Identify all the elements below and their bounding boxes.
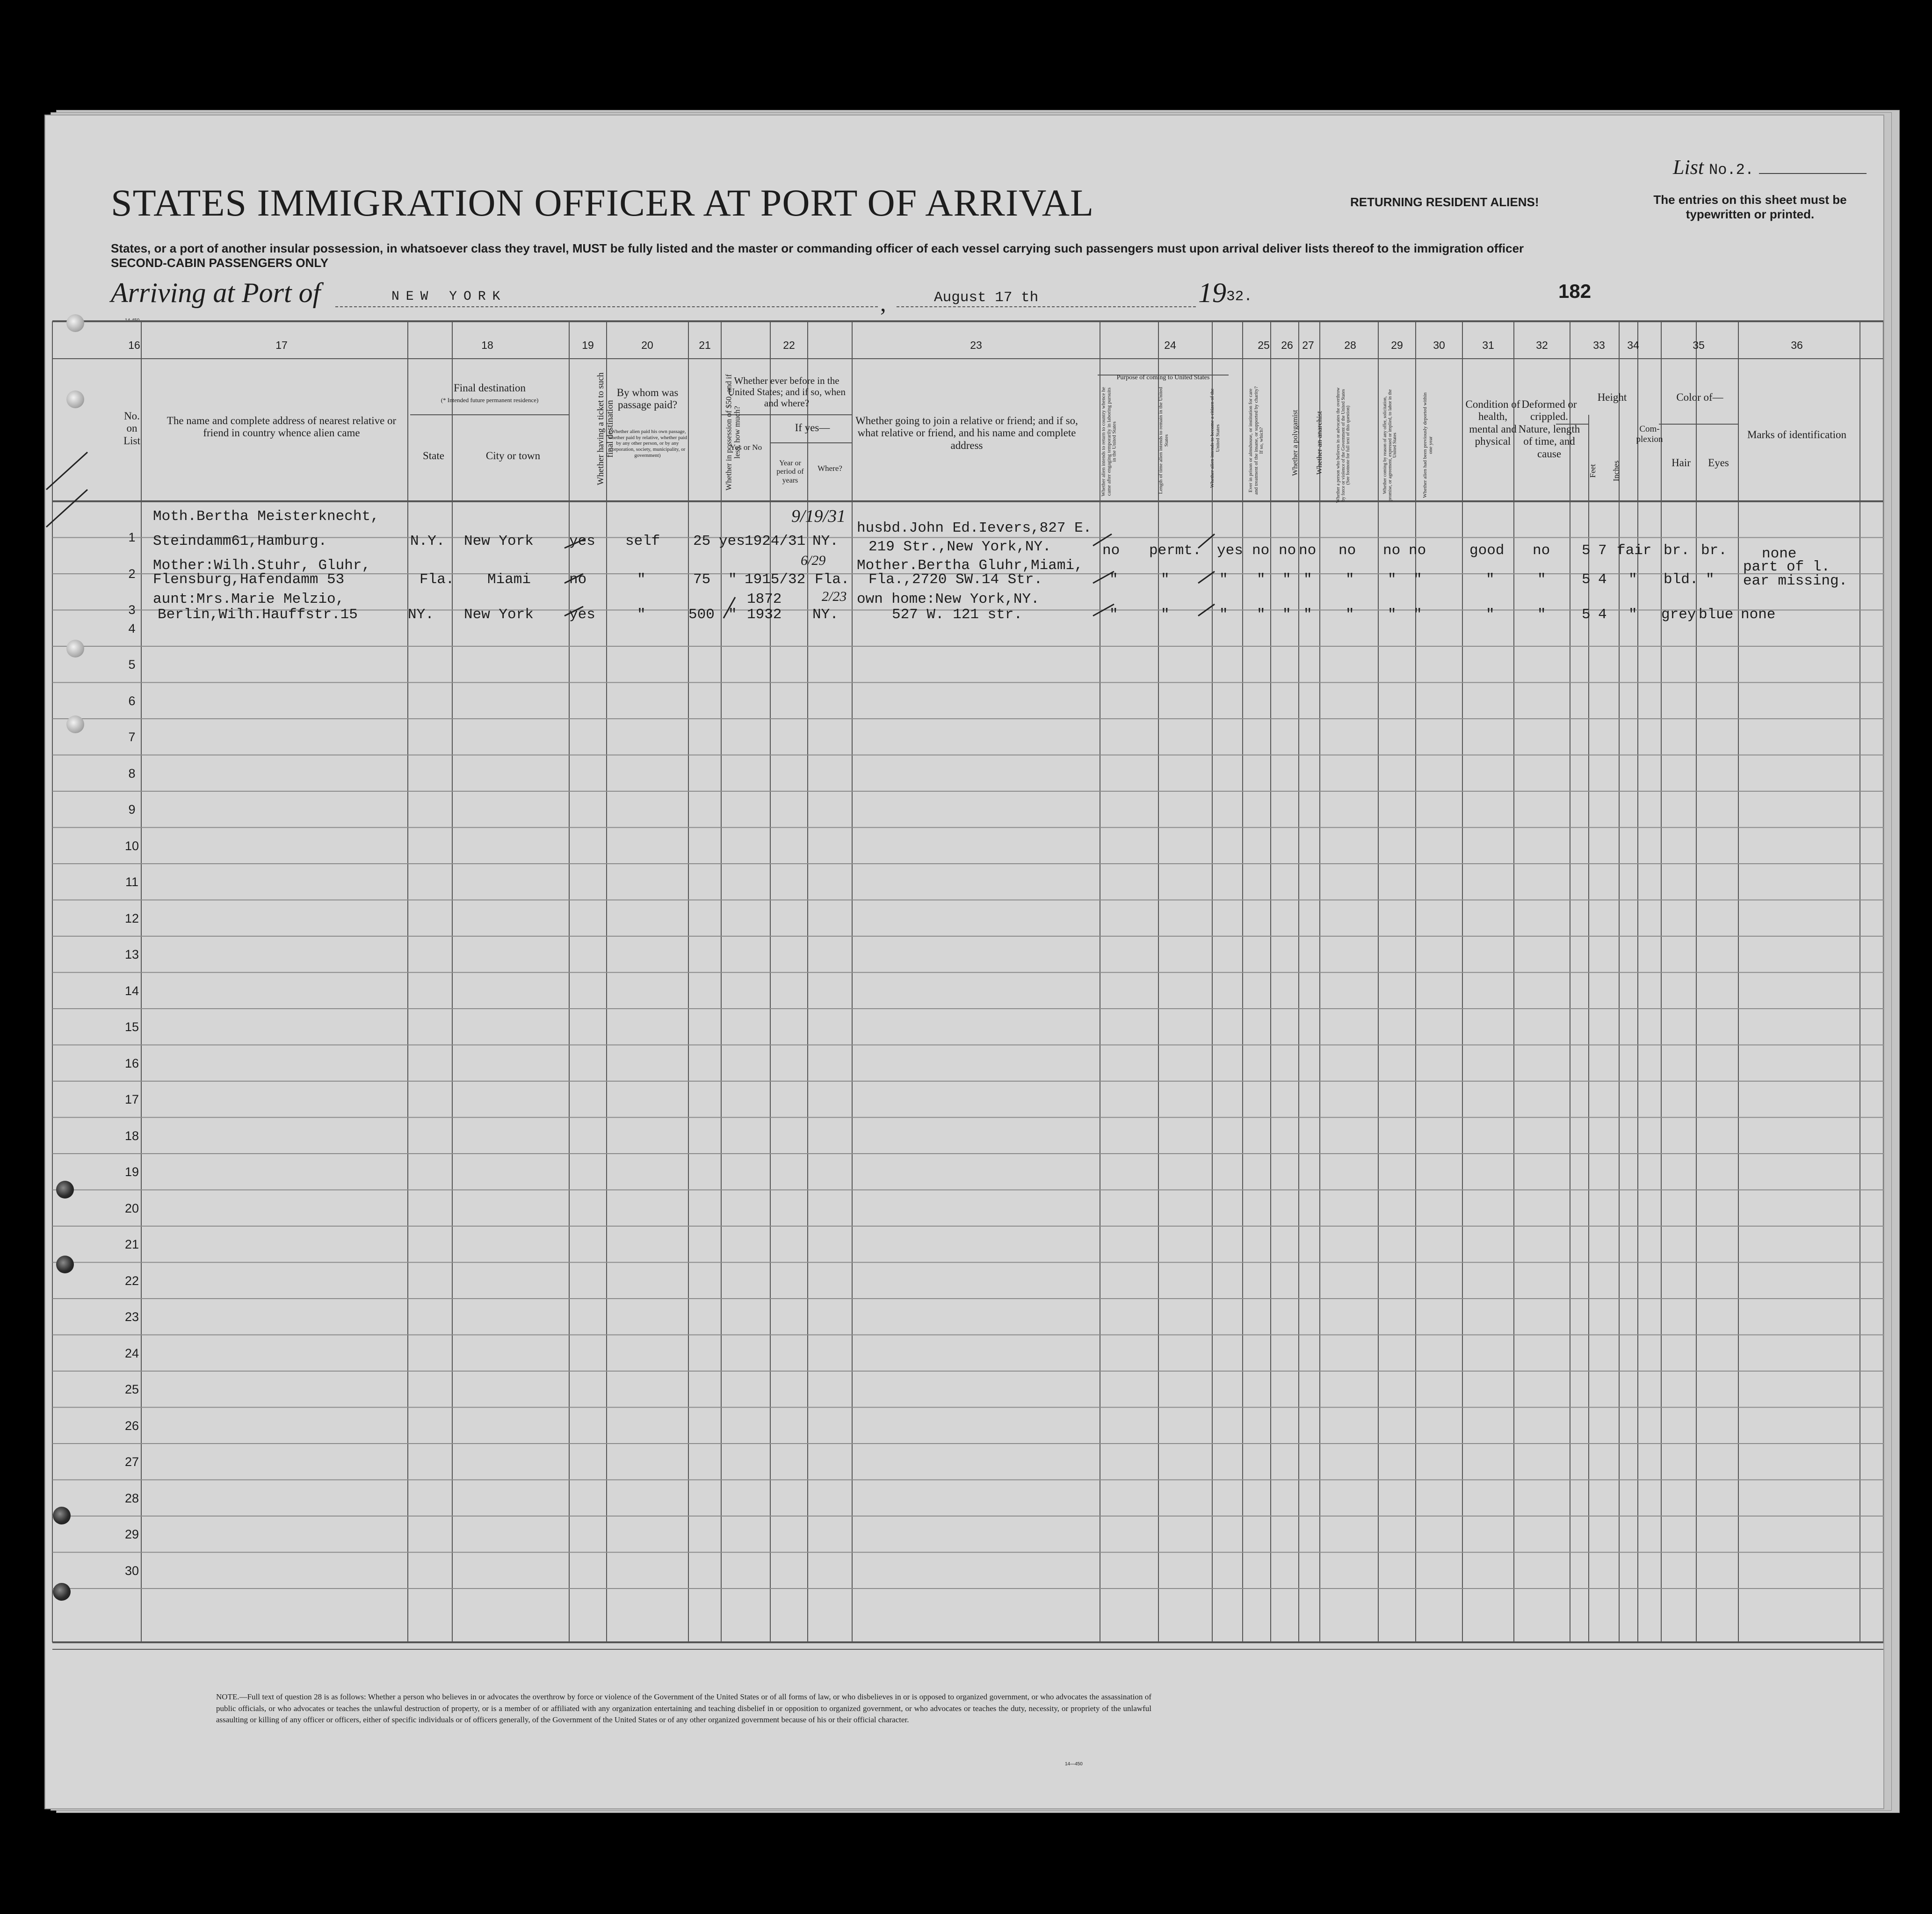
been-before: yes (719, 533, 745, 549)
complexion: fair (1617, 542, 1652, 559)
column-number: 18 (481, 339, 493, 351)
row-number: 18 (124, 1128, 139, 1143)
state: NY. (408, 607, 434, 623)
row-number: 8 (128, 766, 136, 780)
heading-marks: Marks of identification (1747, 429, 1847, 441)
purpose-length: " (1161, 571, 1170, 588)
column-number: 30 (1433, 339, 1445, 351)
cabin-class: SECOND-CABIN PASSENGERS ONLY (111, 256, 329, 270)
row-number: 1 (128, 530, 136, 544)
column-number: 36 (1791, 339, 1803, 351)
anarchist: " (1303, 571, 1312, 588)
purpose-return: " (1109, 607, 1118, 623)
heading-nearest-relative: The name and complete address of nearest relative or friend in country whence alien came (166, 415, 397, 439)
relative-line-1: aunt:Mrs.Marie Melzio, (153, 591, 345, 607)
hair: bld. (1664, 571, 1699, 588)
q30: no (1409, 542, 1426, 559)
heading-before: Whether ever before in the United States; and if so, when and where? (728, 375, 846, 409)
heading-q29: Whether coming by reason of any offer, solicitation, promise, or agreement, expressed or implied, to labor in the United States (1382, 389, 1397, 501)
column-number: 29 (1391, 339, 1403, 351)
heading-height: Height (1597, 391, 1627, 403)
column-number: 23 (970, 339, 982, 351)
row-number: 14 (124, 983, 139, 998)
height-inches: 7 (1598, 542, 1607, 559)
row-number: 6 (128, 693, 136, 708)
q29: " (1388, 571, 1397, 588)
heading-passage: By whom was passage paid? (616, 387, 679, 411)
year-suffix: 32. (1226, 289, 1252, 305)
binder-hole (53, 1583, 71, 1601)
heading-color-of: Color of— (1676, 391, 1723, 403)
row-number: 3 (128, 603, 136, 617)
column-number: 19 (582, 339, 594, 351)
heading-purpose-return: Whether alien intends to return to country whence he came after engaging temporarily in laboring pursuits in the United States (1100, 387, 1117, 497)
row-number: 29 (124, 1527, 139, 1541)
deformed: " (1537, 571, 1546, 588)
city: New York (464, 533, 534, 549)
row-number: 7 (128, 730, 136, 744)
year-period: 1924/31 (745, 533, 806, 549)
heading-hair: Hair (1672, 457, 1691, 469)
handwritten-date: 9/19/31 (791, 506, 846, 526)
city: New York (464, 607, 534, 623)
heading-complexion: Com- plexion (1636, 424, 1663, 444)
column-number: 26 (1281, 339, 1293, 351)
comma: , (880, 290, 886, 316)
city: Miami (487, 571, 531, 588)
marks: none (1762, 546, 1797, 562)
handwritten-date: 6/29 (801, 553, 826, 568)
row-number: 28 (124, 1491, 139, 1505)
list-no-value: No.2. (1709, 161, 1754, 179)
clerk-check-marks (45, 116, 1883, 1808)
q29: " (1388, 607, 1397, 623)
prison: " (1257, 571, 1266, 588)
heading-city: City or town (485, 450, 541, 462)
row-number: 17 (124, 1092, 139, 1106)
passage-paid: " (637, 571, 646, 588)
height-feet: 5 (1582, 542, 1591, 559)
port-name: NEW YORK (391, 289, 507, 304)
relative-line-1: Mother:Wilh.Stuhr, Gluhr, (153, 557, 371, 574)
purpose-return: " (1109, 571, 1118, 588)
money: 500 (688, 607, 715, 623)
heading-anarchist: Whether an anarchist (1316, 411, 1324, 475)
heading-state: State (423, 450, 444, 462)
heading-yes-or-no: Yes or No (730, 443, 762, 452)
complexion: " (1628, 607, 1637, 623)
marks-line-2: ear missing. (1743, 573, 1848, 589)
health: " (1486, 607, 1495, 623)
column-number: 25 (1258, 339, 1270, 351)
hair: grey (1661, 607, 1696, 623)
where: Fla. (815, 571, 850, 588)
deformed: " (1537, 607, 1546, 623)
purpose-length: " (1161, 607, 1170, 623)
binder-hole (56, 1181, 74, 1199)
heading-q30: Whether alien had been previously deported within one year (1422, 392, 1433, 498)
eyes: blue (1699, 607, 1734, 623)
join-line-2: 527 W. 121 str. (892, 607, 1023, 623)
row-number: 10 (124, 838, 139, 853)
heading-where: Where? (818, 464, 842, 473)
arriving-label: Arriving at Port of (111, 277, 321, 308)
where: NY. (812, 607, 839, 623)
relative-line-1: Moth.Bertha Meisterknecht, (153, 508, 379, 525)
heading-prison: Ever in prison or almshouse, or institution for care and treatment of the insane, or supported by charity? If so, which? (1248, 386, 1265, 495)
column-number: 27 (1302, 339, 1314, 351)
heading-deformed: Deformed or crippled. Nature, length of time, and cause (1518, 398, 1580, 460)
binder-hole (66, 715, 84, 733)
row-number: 20 (124, 1201, 139, 1215)
row-number: 27 (124, 1455, 139, 1469)
year-period: 1915/32 (745, 571, 806, 588)
height-inches: 4 (1598, 571, 1607, 588)
money: 25 (693, 533, 711, 549)
state: Fla. (420, 571, 455, 588)
q29: no (1383, 542, 1401, 559)
page-number: 182 (1558, 280, 1592, 302)
ticket: no (569, 571, 587, 588)
column-number: 21 (699, 339, 711, 351)
heading-inches: Inches (1612, 460, 1621, 482)
purpose-return: no (1102, 542, 1120, 559)
relative-line-2: Steindamm61,Hamburg. (153, 533, 327, 549)
heading-money: Whether in possession of $50, and if less, how much? (724, 374, 742, 491)
form-number-top: 14-450 (125, 318, 140, 323)
q28: " (1346, 571, 1354, 588)
manifest-sheet (44, 115, 1884, 1809)
passage-paid: " (637, 607, 646, 623)
row-number: 16 (124, 1056, 139, 1070)
typewrite-note: The entries on this sheet must be typewritten or printed. (1653, 193, 1847, 222)
heading-purpose-length: Length of time alien intends to remain in the United States (1158, 387, 1169, 494)
ticket: yes (569, 533, 595, 549)
year-prefix: 19 (1198, 277, 1226, 308)
row-number: 5 (128, 657, 136, 672)
eyes: " (1706, 571, 1715, 588)
polygamist: " (1282, 607, 1291, 623)
row-number: 4 (128, 621, 136, 636)
state: N.Y. (410, 533, 445, 549)
column-number: 16 (128, 339, 140, 351)
polygamist: no (1279, 542, 1296, 559)
heading-health: Condition of health, mental and physical (1465, 398, 1520, 448)
row-number: 13 (124, 947, 139, 961)
heading-purpose-citizen: Whether alien intends to become a citizen of the United States (1209, 388, 1221, 488)
eyes: br. (1701, 542, 1727, 559)
purpose-citizen: " (1219, 571, 1228, 588)
binder-hole (66, 390, 84, 408)
footnote: NOTE.—Full text of question 28 is as follows: Whether a person who believes in or advocates the overthrow by force or violence of the Government of the United States or of all forms of law, or who disbelieves in or is opposed to organized government, or who advocates the assassination of public officials, or who advocates or teaches the unlawful destruction of property, or is a member of or affiliated with any organization entertaining and teaching disbelief in or opposition to organized government, or who advocates or teaches the duty, necessity, or propriety of the unlawful assaulting or killing of any officer or officers, either of specific individuals or of officers generally, of the Government of the United States or of any other organized government because of his or their official character. (216, 1692, 1151, 1725)
row-number: 30 (124, 1563, 139, 1578)
column-number: 31 (1482, 339, 1494, 351)
q28: no (1339, 542, 1356, 559)
heading-join: Whether going to join a relative or friend; and if so, what relative or friend, and his name and complete address (855, 415, 1078, 451)
column-number: 22 (783, 339, 795, 351)
column-number: 24 (1164, 339, 1176, 351)
purpose-length: permt. (1149, 542, 1201, 559)
join-line-2: Fla.,2720 SW.14 Str. (868, 571, 1043, 588)
row-number: 22 (124, 1273, 139, 1288)
row-number: 24 (124, 1346, 139, 1360)
binder-hole (56, 1256, 74, 1273)
binder-hole (53, 1507, 71, 1524)
heading-ticket: Whether having a ticket to such final destination (596, 372, 615, 485)
column-number: 17 (275, 339, 288, 351)
arrival-date: August 17 th (934, 289, 1039, 306)
money: 75 (693, 571, 711, 588)
purpose-citizen: yes (1217, 542, 1243, 559)
row-number: 25 (124, 1382, 139, 1396)
heading-final-destination-note: (* Intended future permanent residence) (441, 397, 539, 404)
year-line-2: 1932 (747, 607, 782, 623)
marks: none (1741, 607, 1776, 623)
row-number: 2 (128, 566, 136, 581)
row-number: 15 (124, 1020, 139, 1034)
heading-final-destination: Final destination (454, 382, 526, 394)
passage-paid: self (625, 533, 660, 549)
column-number: 32 (1536, 339, 1548, 351)
heading-q28: Whether a person who believes in or advocates the overthrow by force or violence of the Government of the United States (See footnote for full text of this question) (1336, 387, 1351, 503)
column-number: 33 (1593, 339, 1605, 351)
relative-line-2: Flensburg,Hafendamm 53 (153, 571, 345, 588)
row-number: 21 (124, 1237, 139, 1251)
q30: " (1413, 607, 1422, 623)
binder-hole (66, 314, 84, 332)
row-number: 12 (124, 911, 139, 925)
anarchist: no (1299, 542, 1317, 559)
row-number: 19 (124, 1165, 139, 1179)
health: good (1469, 542, 1505, 559)
prison: " (1257, 607, 1266, 623)
height-feet: 5 (1582, 607, 1591, 623)
row-number: 23 (124, 1310, 139, 1324)
returning-note: RETURNING RESIDENT ALIENS! (1350, 195, 1539, 209)
height-inches: 4 (1598, 607, 1607, 623)
marks-line-1: part of l. (1743, 559, 1831, 575)
row-number: 26 (124, 1418, 139, 1433)
heading-feet: Feet (1588, 464, 1597, 478)
purpose-citizen: " (1219, 607, 1228, 623)
heading-polygamist: Whether a polygamist (1291, 410, 1299, 476)
been-before: " (728, 607, 737, 623)
been-before: " (728, 571, 737, 588)
handwritten-date: 2/23 (822, 589, 847, 604)
join-line-1: Mother.Bertha Gluhr,Miami, (857, 557, 1083, 574)
column-number: 20 (641, 339, 653, 351)
column-number: 34 (1627, 339, 1639, 351)
q30: " (1413, 571, 1422, 588)
heading-no-on-list: No. on List (123, 410, 140, 447)
heading-eyes: Eyes (1708, 457, 1729, 469)
polygamist: " (1282, 571, 1291, 588)
column-number: 28 (1344, 339, 1356, 351)
row-number: 11 (125, 875, 139, 889)
relative-line-2: Berlin,Wilh.Hauffstr.15 (158, 607, 358, 623)
hair: br. (1664, 542, 1690, 559)
column-number: 35 (1693, 339, 1705, 351)
instruction-text: States, or a port of another insular possession, in whatsoever class they travel, MUST be fully listed and the master or commanding officer of each vessel carrying such passengers must upon arrival deliver lists thereof to the immigration officer (111, 241, 1524, 255)
where: NY. (812, 533, 839, 549)
health: " (1486, 571, 1495, 588)
heading-if-yes: If yes— (795, 422, 830, 433)
height-feet: 5 (1582, 571, 1591, 588)
binder-hole (66, 640, 84, 657)
join-line-2: 219 Str.,New York,NY. (868, 539, 1051, 555)
deformed: no (1533, 542, 1550, 559)
prison: no (1252, 542, 1270, 559)
form-number-bottom: 14—450 (1065, 1762, 1083, 1767)
anarchist: " (1303, 607, 1312, 623)
ticket: yes (569, 607, 595, 623)
heading-passage-note: (Whether alien paid his own passage, whether paid by relative, whether paid by any other person, or by any corporation, society, municipality, or government) (608, 429, 687, 458)
complexion: " (1628, 571, 1637, 588)
list-label: List (1673, 156, 1704, 179)
q28: " (1346, 607, 1354, 623)
join-line-1: husbd.John Ed.Ievers,827 E. (857, 520, 1092, 536)
heading-purpose: Purpose of coming to United States (1116, 374, 1210, 381)
join-line-1: own home:New York,NY. (857, 591, 1040, 607)
heading-year: Year or period of years (776, 459, 804, 484)
row-number: 9 (128, 802, 136, 816)
year-line-1: 1872 (747, 591, 782, 607)
page-title: STATES IMMIGRATION OFFICER AT PORT OF ARRIVAL (111, 181, 1094, 224)
